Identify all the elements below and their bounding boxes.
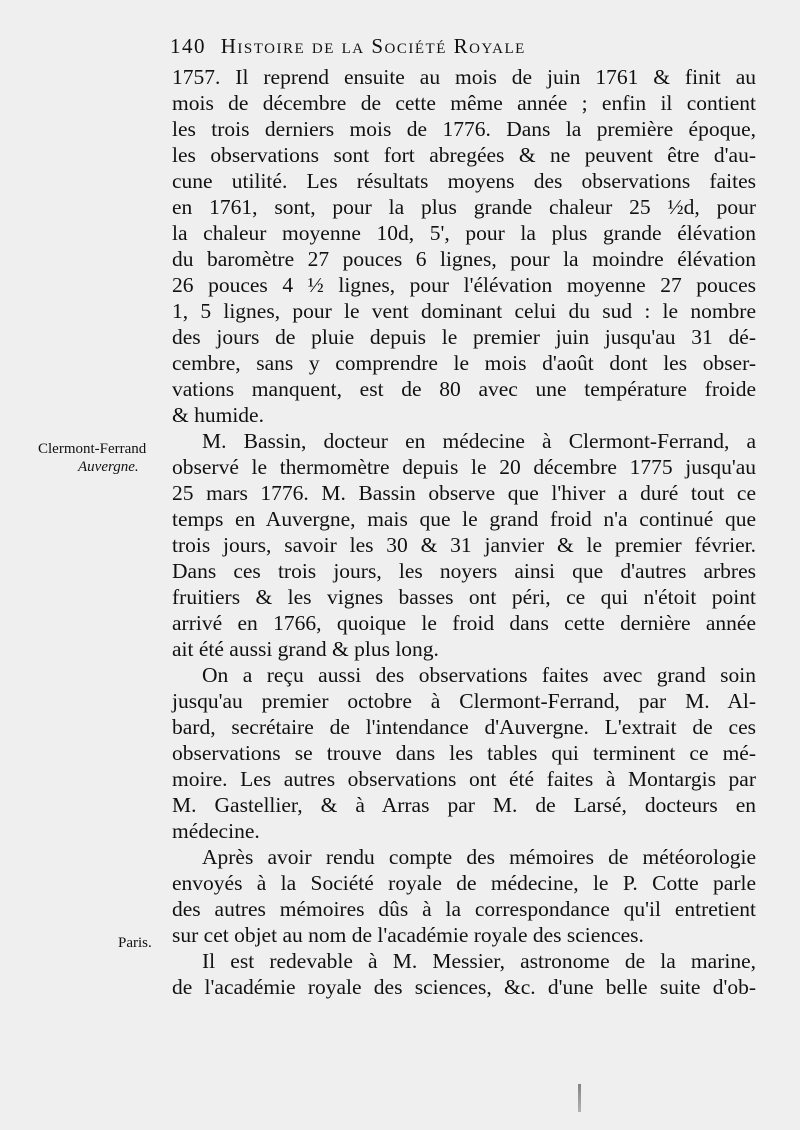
paragraph-2 — [172, 428, 756, 662]
text-line: jusqu'au premier octobre à Clermont-Ferrand, par M. Al- — [172, 689, 756, 713]
text-line: On a reçu aussi des observations faites avec grand soin — [202, 663, 756, 687]
page-number: 140 — [170, 34, 206, 58]
text-line: bard, secrétaire de l'intendance d'Auvergne. L'extrait de ces — [172, 715, 756, 739]
text-line: ait été aussi grand & plus long. — [172, 637, 439, 661]
running-title: Histoire de la Société Royale — [220, 34, 526, 58]
text-line: arrivé en 1766, quoique le froid dans cette dernière année — [172, 611, 756, 635]
text-line: médecine. — [172, 819, 260, 843]
margin-note-place: Clermont-Ferrand — [38, 441, 147, 457]
text-line: 1757. Il reprend ensuite au mois de juin 1761 & finit au — [172, 65, 756, 89]
text-line: les trois derniers mois de 1776. Dans la première époque, — [172, 117, 756, 141]
text-line: sur cet objet au nom de l'académie royale des sciences. — [172, 923, 644, 947]
margin-note-paris: Paris. — [118, 935, 152, 951]
text-line: trois jours, savoir les 30 & 31 janvier & le premier février. — [172, 533, 756, 557]
text-line: 25 mars 1776. M. Bassin observe que l'hiver a duré tout ce — [172, 481, 756, 505]
text-line: Après avoir rendu compte des mémoires de météorologie — [202, 845, 756, 869]
paragraph-4 — [172, 844, 756, 948]
text-line: du baromètre 27 pouces 6 lignes, pour la moindre élévation — [172, 247, 756, 271]
running-header — [170, 34, 690, 59]
text-line: Dans ces trois jours, les noyers ainsi que d'autres arbres — [172, 559, 756, 583]
text-line: cune utilité. Les résultats moyens des observations faites — [172, 169, 756, 193]
text-line: temps en Auvergne, mais que le grand froid n'a continué que — [172, 507, 756, 531]
text-line: & humide. — [172, 403, 264, 427]
body-text — [172, 64, 756, 1000]
paragraph-3 — [172, 662, 756, 844]
text-line: M. Bassin, docteur en médecine à Clermont-Ferrand, a — [202, 429, 756, 453]
text-line: observé le thermomètre depuis le 20 décembre 1775 jusqu'au — [172, 455, 756, 479]
paragraph-5 — [172, 948, 756, 1000]
text-line: des autres mémoires dûs à la correspondance qu'il entretient — [172, 897, 756, 921]
text-line: des jours de pluie depuis le premier juin jusqu'au 31 dé- — [172, 325, 756, 349]
text-line: 26 pouces 4 ½ lignes, pour l'élévation moyenne 27 pouces — [172, 273, 756, 297]
margin-note-region: Auvergne. — [78, 459, 139, 475]
margin-note-clermont — [38, 440, 146, 476]
text-line: de l'académie royale des sciences, &c. d'une belle suite d'ob- — [172, 975, 756, 999]
ink-smudge — [578, 1084, 581, 1112]
text-line: vations manquent, est de 80 avec une température froide — [172, 377, 756, 401]
text-line: cembre, sans y comprendre le mois d'août dont les obser- — [172, 351, 756, 375]
text-line: en 1761, sont, pour la plus grande chaleur 25 ½d, pour — [172, 195, 756, 219]
text-line: observations se trouve dans les tables qui terminent ce mé- — [172, 741, 756, 765]
text-line: la chaleur moyenne 10d, 5', pour la plus grande élévation — [172, 221, 756, 245]
text-line: M. Gastellier, & à Arras par M. de Larsé, docteurs en — [172, 793, 756, 817]
text-line: mois de décembre de cette même année ; enfin il contient — [172, 91, 756, 115]
text-line: envoyés à la Société royale de médecine, le P. Cotte parle — [172, 871, 756, 895]
text-line: Il est redevable à M. Messier, astronome de la marine, — [202, 949, 756, 973]
text-line: fruitiers & les vignes basses ont péri, ce qui n'étoit point — [172, 585, 756, 609]
text-line: 1, 5 lignes, pour le vent dominant celui du sud : le nombre — [172, 299, 756, 323]
paragraph-1 — [172, 64, 756, 428]
text-line: moire. Les autres observations ont été faites à Montargis par — [172, 767, 756, 791]
text-line: les observations sont fort abregées & ne peuvent être d'au- — [172, 143, 756, 167]
